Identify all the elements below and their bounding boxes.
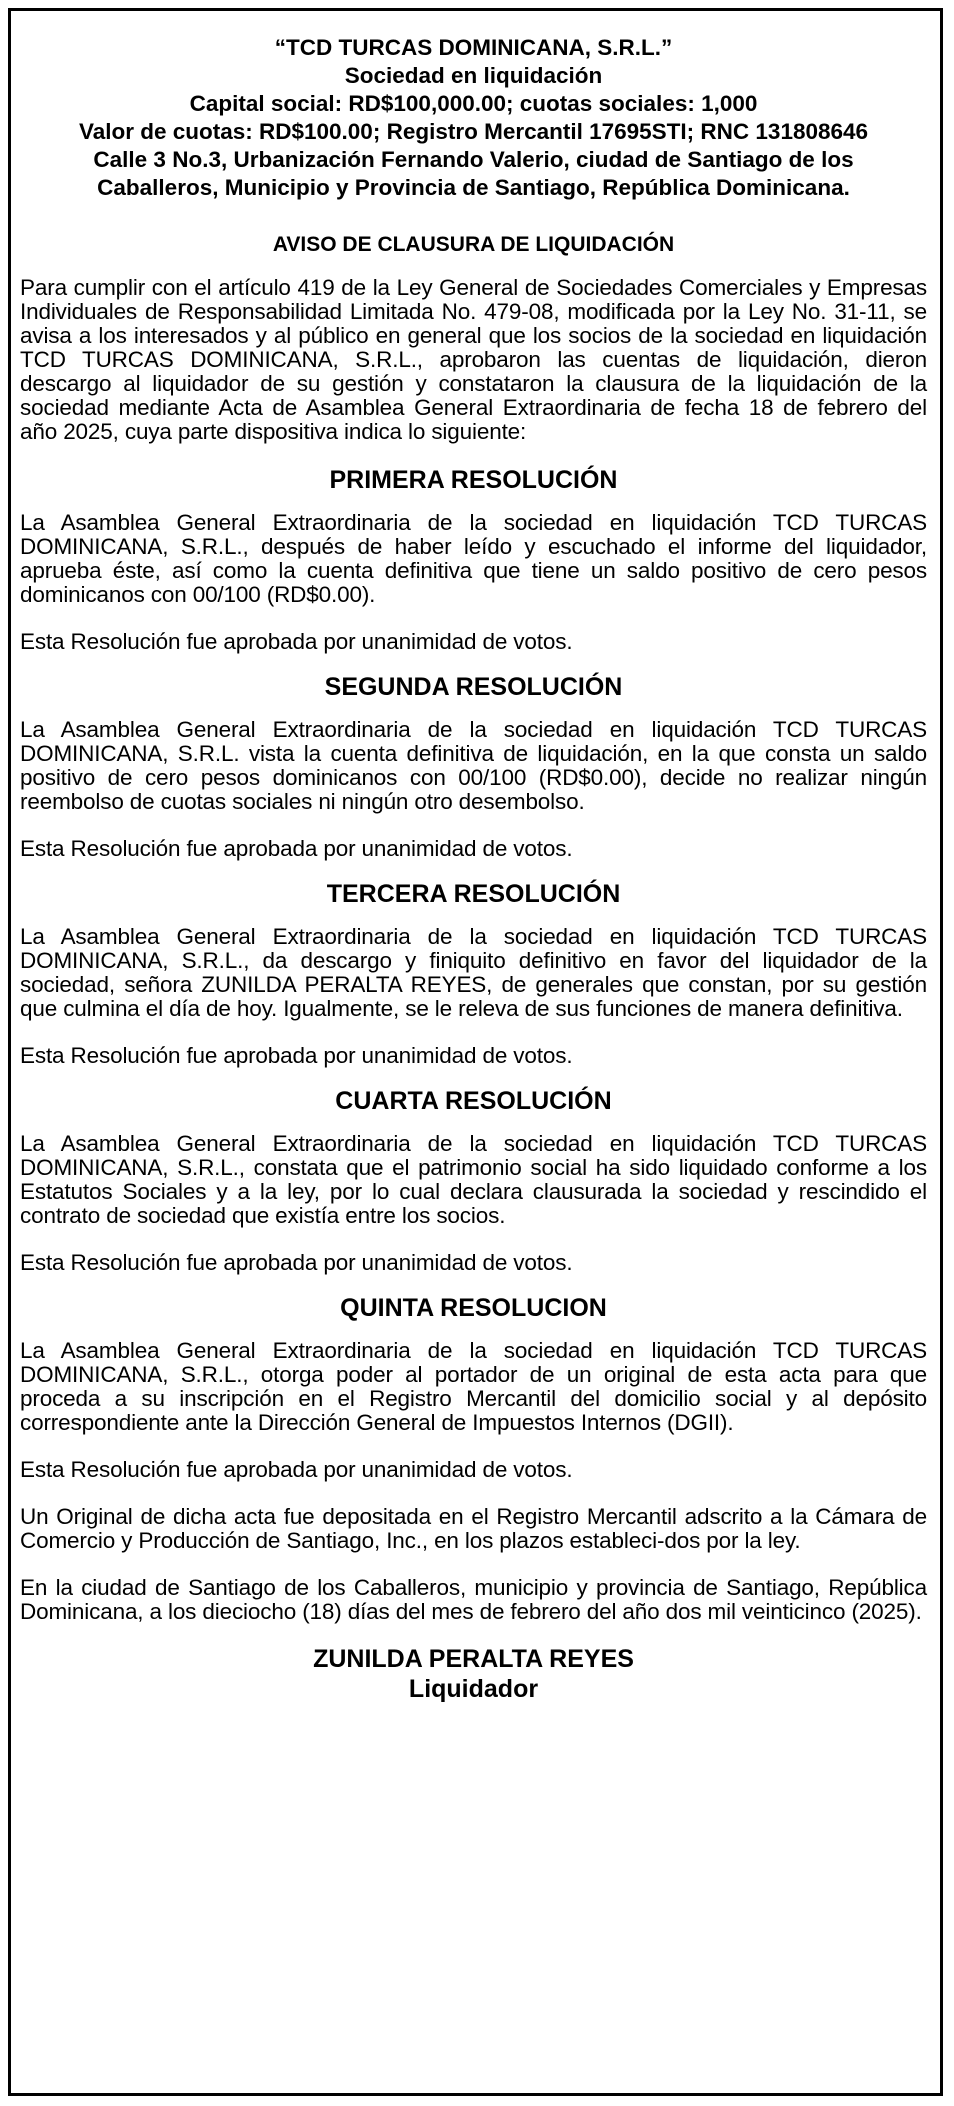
signature-block — [20, 1644, 927, 1704]
resolution-1-body: La Asamblea General Extraordinaria de la sociedad en liquidación TCD TURCAS DOMINICANA, S.R.L., después de haber leído y escuchado el informe del liquidador, aprueba éste, así como la cuenta definitiva que tiene un saldo positivo de cero pesos dominicanos con 00/100 (RD$0.00). — [20, 510, 927, 607]
resolution-2-title: SEGUNDA RESOLUCIÓN — [324, 673, 623, 701]
notice-title: AVISO DE CLAUSURA DE LIQUIDACIÓN — [272, 233, 675, 256]
resolution-1-title: PRIMERA RESOLUCIÓN — [329, 466, 618, 494]
signatory-role: Liquidador — [408, 1675, 539, 1703]
deposit-paragraph: Un Original de dicha acta fue depositada en el Registro Mercantil adscrito a la Cámara de Comercio y Producción de Santiago, Inc., en los plazos estableci-dos por la ley. — [20, 1504, 927, 1553]
resolution-1-approval: Esta Resolución fue aprobada por unanimidad de votos. — [20, 629, 573, 654]
resolution-2-approval: Esta Resolución fue aprobada por unanimidad de votos. — [20, 836, 573, 861]
signatory-name: ZUNILDA PERALTA REYES — [313, 1645, 634, 1673]
closing-paragraph: En la ciudad de Santiago de los Caballeros, municipio y provincia de Santiago, República Dominicana, a los dieciocho (18) días del mes de febrero del año dos mil veinticinco (2025). — [20, 1575, 927, 1624]
resolution-3-body: La Asamblea General Extraordinaria de la sociedad en liquidación TCD TURCAS DOMINICANA, S.R.L., da descargo y finiquito definitivo en favor del liquidador de la sociedad, señora ZUNILDA PERALTA REYES, de generales que constan, por su gestión que culmina el día de hoy. Igualmente, se le releva de sus funciones de manera definitiva. — [20, 924, 927, 1021]
address-line-2: Caballeros, Municipio y Provincia de Santiago, República Dominicana. — [97, 175, 850, 200]
resolution-3-title: TERCERA RESOLUCIÓN — [326, 880, 621, 908]
resolution-4-approval: Esta Resolución fue aprobada por unanimidad de votos. — [20, 1250, 573, 1275]
resolution-4-body: La Asamblea General Extraordinaria de la sociedad en liquidación TCD TURCAS DOMINICANA, S.R.L., constata que el patrimonio social ha sido liquidado conforme a los Estatutos Sociales y a la ley, por lo cual declara clausurada la sociedad y rescindido el contrato de sociedad que existía entre los socios. — [20, 1131, 927, 1228]
legal-notice — [20, 34, 927, 1704]
company-status: Sociedad en liquidación — [344, 63, 603, 88]
resolution-3-approval: Esta Resolución fue aprobada por unanimidad de votos. — [20, 1043, 573, 1068]
resolution-5-body: La Asamblea General Extraordinaria de la sociedad en liquidación TCD TURCAS DOMINICANA, S.R.L., otorga poder al portador de un original de esta acta para que proceda a su inscripción en el Registro Mercantil del domicilio social y al depósito correspondiente ante la Dirección General de Impuestos Internos (DGII). — [20, 1338, 927, 1435]
resolution-2-body: La Asamblea General Extraordinaria de la sociedad en liquidación TCD TURCAS DOMINICANA, S.R.L. vista la cuenta definitiva de liquidación, en la que consta un saldo positivo de cero pesos dominicanos con 00/100 (RD$0.00), decide no realizar ningún reembolso de cuotas sociales ni ningún otro desembolso. — [20, 717, 927, 814]
company-header — [20, 34, 927, 202]
registry-line: Valor de cuotas: RD$100.00; Registro Mercantil 17695STI; RNC 131808646 — [78, 119, 869, 144]
capital-line: Capital social: RD$100,000.00; cuotas sociales: 1,000 — [189, 91, 758, 116]
resolution-5-title: QUINTA RESOLUCION — [340, 1294, 607, 1322]
intro-paragraph: Para cumplir con el artículo 419 de la Ley General de Sociedades Comerciales y Empresas Individuales de Responsabilidad Limitada No. 479-08, modificada por la Ley No. 31-11, se avisa a los interesados y al público en general que los socios de la sociedad en liquidación TCD TURCAS DOMINICANA, S.R.L., aprobaron las cuentas de liquidación, dieron descargo al liquidador de su gestión y constataron la clausura de la liquidación de la sociedad mediante Acta de Asamblea General Extraordinaria de fecha 18 de febrero del año 2025, cuya parte dispositiva indica lo siguiente: — [20, 275, 927, 444]
address-line-1: Calle 3 No.3, Urbanización Fernando Valerio, ciudad de Santiago de los — [93, 147, 854, 172]
resolution-5-approval: Esta Resolución fue aprobada por unanimidad de votos. — [20, 1457, 573, 1482]
resolution-4-title: CUARTA RESOLUCIÓN — [335, 1087, 612, 1115]
company-name: “TCD TURCAS DOMINICANA, S.R.L.” — [274, 35, 673, 60]
